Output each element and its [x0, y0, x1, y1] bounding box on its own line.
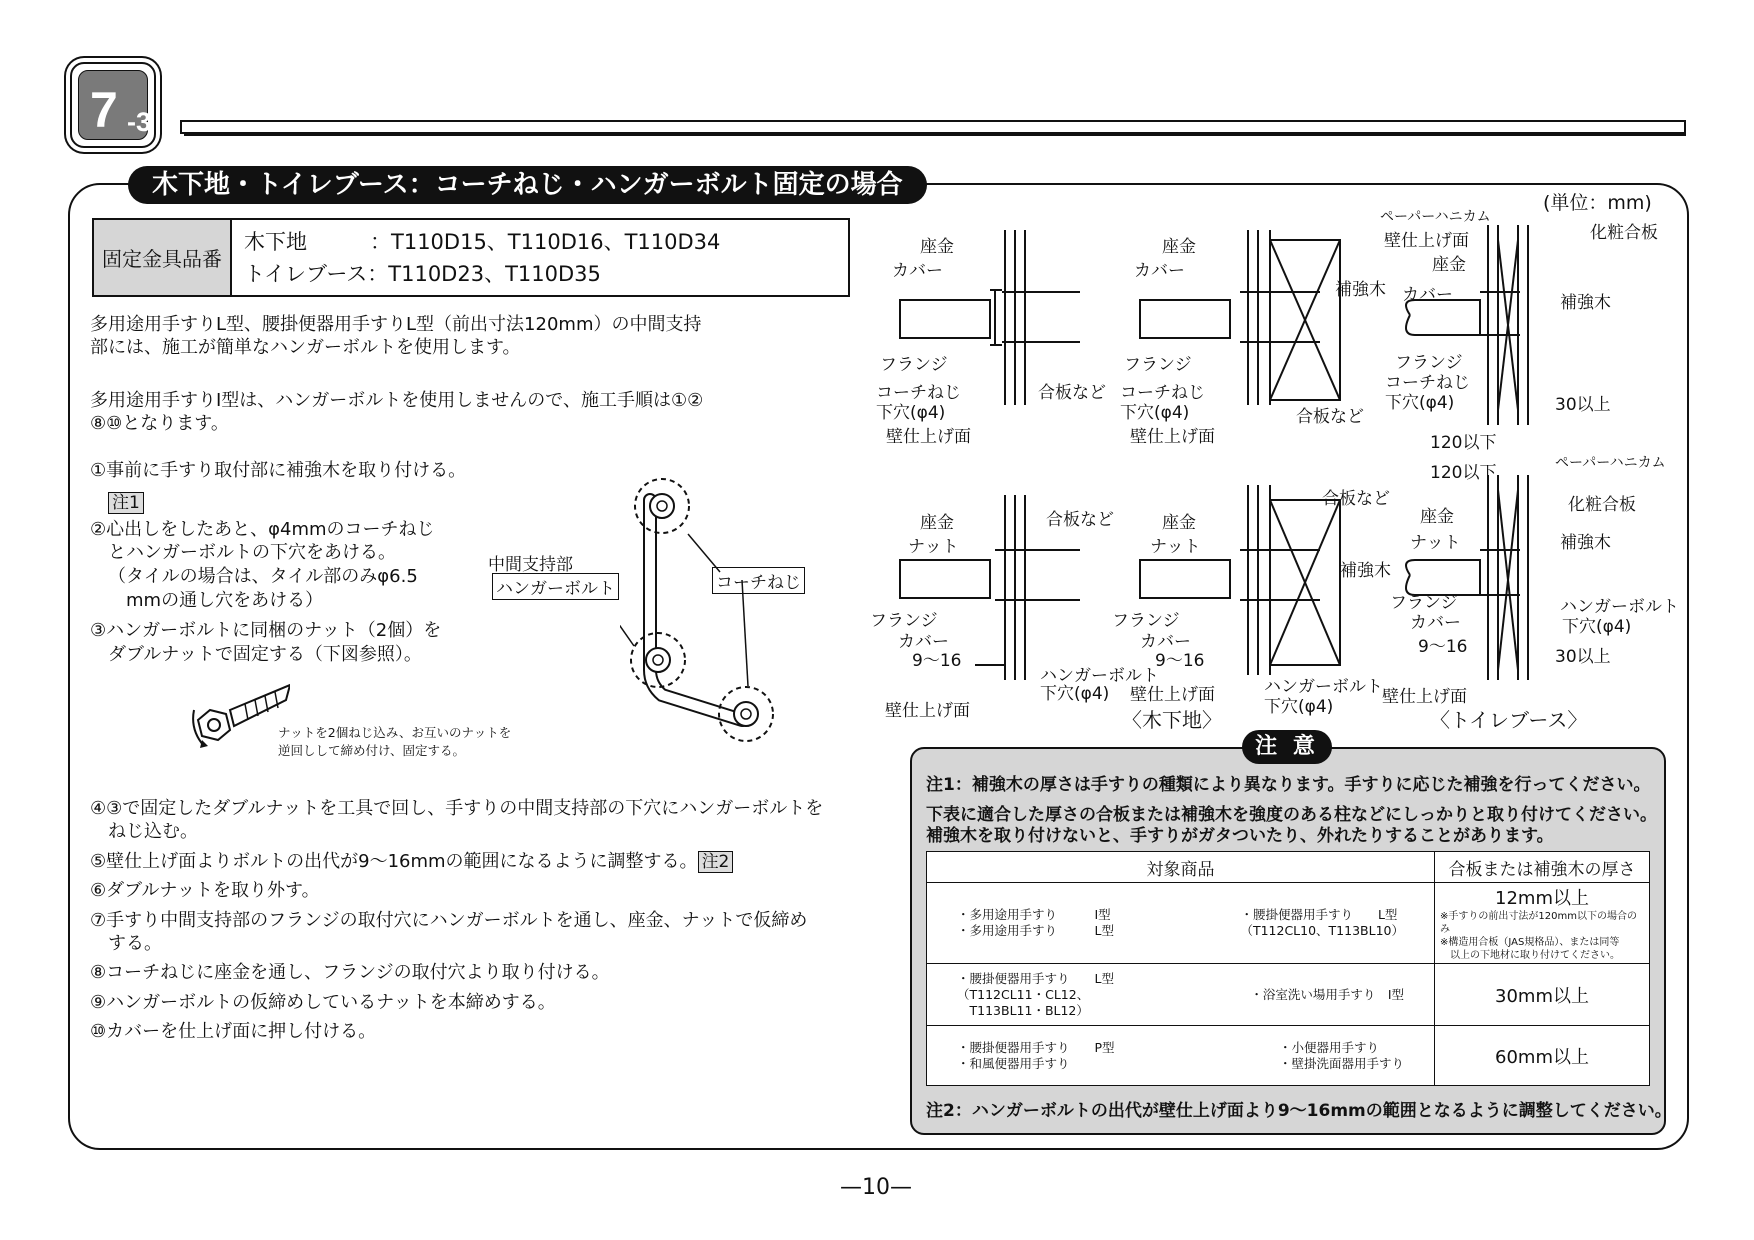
step-line: ⑥ダブルナットを取り外す。 — [90, 880, 320, 901]
label-hanger: ハンガーボルト — [1264, 677, 1383, 697]
product-item: ・小便器用手すり — [1278, 1039, 1379, 1055]
product-item: ・和風便器用手すり — [957, 1055, 1070, 1071]
table-cell-thickness: 60mm以上 — [1435, 1026, 1650, 1086]
handrail-illustration — [620, 470, 780, 750]
nut-caption-line: 逆回しして締め付け、固定する。 — [278, 743, 466, 758]
label-keshou: 化粧合板 — [1568, 495, 1636, 515]
label-zagane: 座金 — [920, 237, 954, 257]
step-line: ダブルナットで固定する（下図参照）。 — [108, 644, 422, 665]
label-zagane: 座金 — [1162, 513, 1196, 533]
note2-tag: 注2 — [698, 851, 734, 873]
step-line — [90, 850, 733, 874]
step-5-text: ⑤壁仕上げ面よりボルトの出代が9～16mmの範囲になるように調整する。 — [90, 851, 698, 872]
label-range: 9～16 — [1155, 651, 1205, 671]
thickness-note: ※構造用合板（JAS規格品）、または同等 — [1440, 937, 1620, 948]
label-nut: ナット — [1150, 537, 1201, 557]
parts-row-booth: トイレブース：T110D23、T110D35 — [244, 262, 601, 286]
step-line: ⑨ハンガーボルトの仮締めしているナットを本締めする。 — [90, 992, 556, 1013]
caution-para2: 補強木を取り付けないと、手すりがガタついたり、外れたりすることがあります。 — [926, 826, 1554, 846]
label-gouhan: 合板など — [1322, 489, 1390, 509]
label-shita-ana: 下穴(φ4) — [876, 403, 946, 423]
product-item: （T112CL11・CL12、 — [957, 986, 1090, 1002]
label-flange: フランジ — [880, 355, 948, 375]
label-hanger-bolt: ハンガーボルト — [492, 573, 619, 600]
label-zagane: 座金 — [1420, 507, 1454, 527]
nut-caption — [278, 724, 511, 760]
label-kabe: 壁仕上げ面 — [1130, 427, 1215, 447]
label-middle-support: 中間支持部 — [488, 555, 573, 575]
label-flange: フランジ — [1112, 611, 1180, 631]
label-cover: カバー — [892, 261, 943, 281]
step-line: とハンガーボルトの下穴をあける。 — [108, 542, 396, 563]
label-keshou: 化粧合板 — [1590, 223, 1658, 243]
label-gouhan: 合板など — [1296, 407, 1364, 427]
label-coach-hole: コーチねじ — [1120, 383, 1205, 403]
label-cover: カバー — [1134, 261, 1185, 281]
note1-tag-label: 注1 — [108, 492, 144, 514]
label-shita-ana: 下穴(φ4) — [1264, 697, 1334, 717]
step-line: ②心出しをしたあと、φ4mmのコーチねじ — [90, 519, 435, 540]
step-line: ねじ込む。 — [108, 821, 198, 842]
product-item: ・腰掛便器用手すり L型 — [1240, 907, 1398, 922]
label-under120: 120以下 — [1430, 433, 1497, 453]
caution-note2: 注2：ハンガーボルトの出代が壁仕上げ面より9～16mmの範囲となるように調整してください。 — [926, 1101, 1672, 1121]
header-bar — [180, 120, 1686, 134]
label-range: 9～16 — [912, 651, 962, 671]
step-line: mmの通し穴をあける） — [126, 590, 324, 611]
label-cover: カバー — [898, 632, 949, 652]
label-flange: フランジ — [1390, 593, 1458, 613]
label-zagane: 座金 — [1162, 237, 1196, 257]
label-hokyou: 補強木 — [1560, 533, 1611, 553]
thickness-note: ※手すりの前出寸法が120mm以下の場合のみ — [1440, 911, 1637, 935]
table-row — [927, 964, 1650, 1026]
label-hokyou: 補強木 — [1335, 280, 1386, 300]
label-nut: ナット — [1410, 533, 1461, 553]
nut-caption-line: ナットを2個ねじ込み、お互いのナットを — [278, 725, 512, 740]
label-kabe: 壁仕上げ面 — [886, 427, 971, 447]
label-paper: ペーパーハニカム — [1380, 209, 1491, 225]
label-range: 9～16 — [1418, 637, 1468, 657]
caution-note1: 注1：補強木の厚さは手すりの種類により異なります。手すりに応じた補強を行ってください。 — [926, 775, 1651, 795]
caption-wood: 〈木下地〉 — [1122, 708, 1222, 732]
intro-line: 多用途用手すりI型は、ハンガーボルトを使用しませんので、施工手順は①② — [90, 390, 704, 411]
label-kabe: 壁仕上げ面 — [1382, 687, 1467, 707]
caption-booth: 〈トイレブース〉 — [1430, 708, 1588, 732]
section-subnumber: -3 — [127, 107, 152, 137]
label-shita-ana: 下穴(φ4) — [1562, 617, 1632, 637]
intro-line: 部には、施工が簡単なハンガーボルトを使用します。 — [90, 337, 521, 358]
product-item: T113BL11・BL12） — [957, 1002, 1089, 1018]
intro-line: 多用途用手すりL型、腰掛便器用手すりL型（前出寸法120mm）の中間支持 — [90, 314, 702, 335]
step-line: ⑧コーチねじに座金を通し、フランジの取付穴より取り付ける。 — [90, 962, 610, 983]
note1-tag — [108, 488, 144, 513]
step-line: する。 — [108, 933, 162, 954]
parts-row-wood: 木下地 ：T110D15、T110D16、T110D34 — [244, 230, 721, 254]
table-cell-thickness — [1435, 883, 1650, 964]
page-number: —10— — [840, 1175, 912, 1200]
label-cover: カバー — [1402, 285, 1453, 305]
step-line: ⑦手すり中間支持部のフランジの取付穴にハンガーボルトを通し、座金、ナットで仮締め — [90, 910, 808, 931]
product-item: ・多用途用手すり L型 — [957, 923, 1114, 938]
section-badge — [70, 62, 156, 148]
parts-table-head: 固定金具品番 — [94, 220, 232, 295]
label-hokyou: 補強木 — [1560, 293, 1611, 313]
label-coach-screw: コーチねじ — [712, 567, 805, 594]
step-line: ⑩カバーを仕上げ面に押し付ける。 — [90, 1021, 377, 1042]
step-line: （タイルの場合は、タイル部のみφ6.5 — [108, 566, 418, 587]
label-over30: 30以上 — [1555, 647, 1611, 667]
section-title: 木下地・トイレブース：コーチねじ・ハンガーボルト固定の場合 — [128, 166, 927, 204]
section-badge-inner — [78, 70, 152, 140]
label-over30: 30以上 — [1555, 395, 1611, 415]
thickness-value: 12mm以上 — [1495, 888, 1589, 909]
step-line: ③ハンガーボルトに同梱のナット（2個）を — [90, 620, 442, 641]
label-paper: ペーパーハニカム — [1555, 455, 1666, 471]
unit-label: (単位：mm) — [1543, 192, 1652, 214]
product-item: （T112CL10、T113BL10） — [1240, 923, 1404, 938]
label-zagane: 座金 — [920, 513, 954, 533]
label-under120: 120以下 — [1430, 463, 1497, 483]
product-item: ・腰掛便器用手すり P型 — [957, 1039, 1115, 1055]
step-line: ④③で固定したダブルナットを工具で回し、手すりの中間支持部の下穴にハンガーボルトを — [90, 798, 824, 819]
table-cell-thickness: 30mm以上 — [1435, 964, 1650, 1026]
table-header-thickness: 合板または補強木の厚さ — [1435, 852, 1650, 883]
label-hokyou: 補強木 — [1340, 561, 1391, 581]
table-cell-products — [927, 1026, 1435, 1086]
step-line: ①事前に手すり取付部に補強木を取り付ける。 — [90, 460, 467, 481]
double-nut-illustration — [190, 680, 290, 760]
label-cover: カバー — [1410, 613, 1461, 633]
caution-title: 注 意 — [1242, 730, 1332, 764]
label-gouhan: 合板など — [1038, 383, 1106, 403]
label-nut: ナット — [908, 537, 959, 557]
section-number: 7 — [90, 82, 118, 138]
intro-line: ⑧⑩となります。 — [90, 413, 229, 434]
label-gouhan: 合板など — [1046, 510, 1114, 530]
label-kabe: 壁仕上げ面 — [885, 701, 970, 721]
label-shita-ana: 下穴(φ4) — [1120, 403, 1190, 423]
product-item: ・多用途用手すり I型 — [957, 907, 1111, 922]
thickness-table — [926, 851, 1650, 1086]
table-header-row — [927, 852, 1650, 883]
label-flange: フランジ — [870, 611, 938, 631]
product-item: ・浴室洗い場用手すり I型 — [1250, 986, 1404, 1002]
parts-table — [92, 218, 850, 297]
table-row — [927, 1026, 1650, 1086]
label-flange: フランジ — [1395, 353, 1463, 373]
label-kabe: 壁仕上げ面 — [1384, 231, 1469, 251]
table-cell-products — [927, 883, 1435, 964]
label-zagane: 座金 — [1432, 255, 1466, 275]
label-shita-ana: 下穴(φ4) — [1040, 684, 1110, 704]
label-shita-ana: 下穴(φ4) — [1385, 393, 1455, 413]
label-hanger: ハンガーボルト — [1040, 666, 1159, 686]
label-kabe: 壁仕上げ面 — [1130, 685, 1215, 705]
label-hanger: ハンガーボルト — [1560, 597, 1679, 617]
label-flange: フランジ — [1124, 355, 1192, 375]
table-cell-products — [927, 964, 1435, 1026]
thickness-note: 以上の下地材に取り付けてください。 — [1440, 950, 1620, 961]
table-header-products: 対象商品 — [927, 852, 1435, 883]
table-row — [927, 883, 1650, 964]
product-item: ・腰掛便器用手すり L型 — [957, 970, 1114, 986]
label-coach-hole: コーチねじ — [876, 383, 961, 403]
caution-para1: 下表に適合した厚さの合板または補強木を強度のある柱などにしっかりと取り付けてください。 — [926, 805, 1657, 825]
label-cover: カバー — [1140, 632, 1191, 652]
product-item: ・壁掛洗面器用手すり — [1278, 1055, 1404, 1071]
label-coach-hole: コーチねじ — [1385, 373, 1470, 393]
